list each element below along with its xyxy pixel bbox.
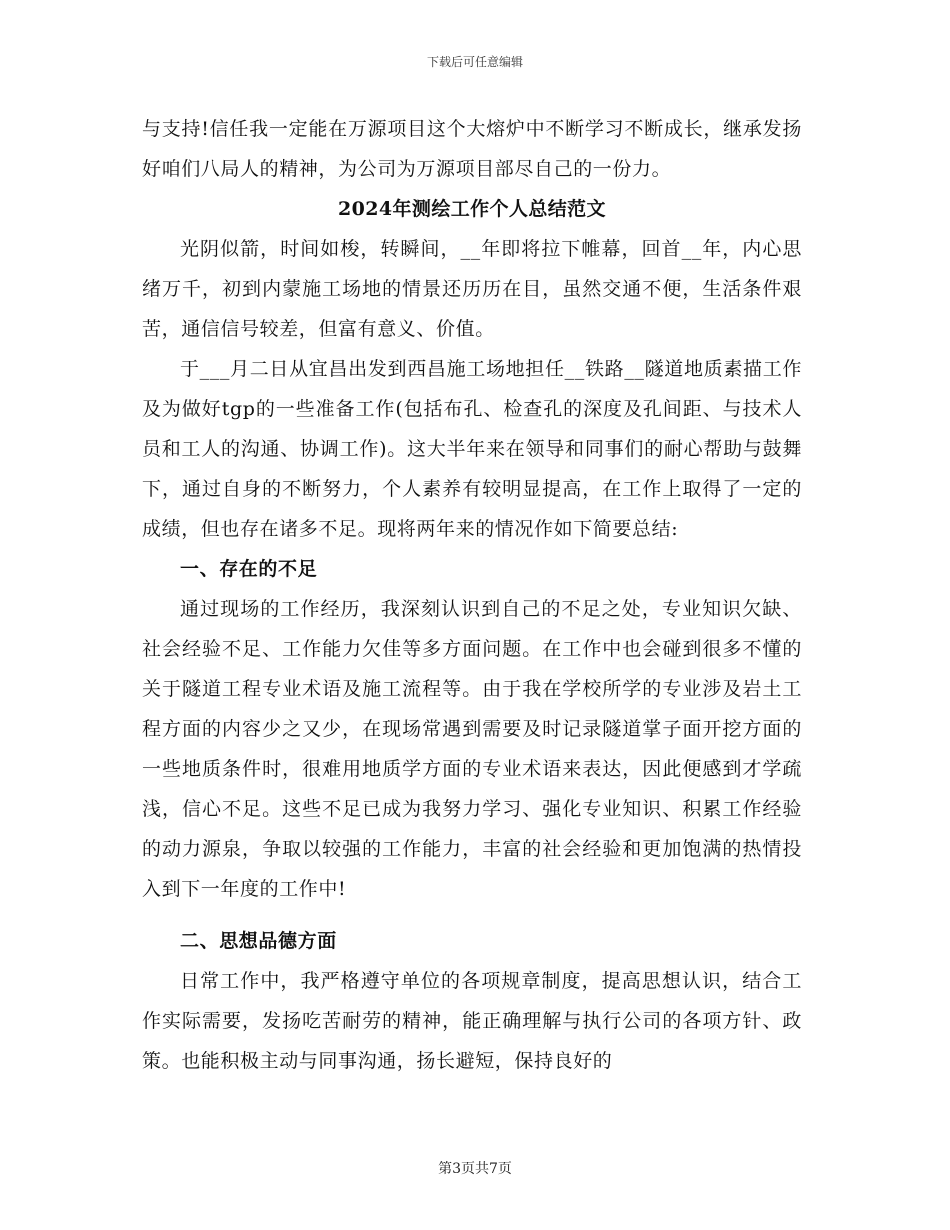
page-footer: 第3页共7页 bbox=[438, 1161, 512, 1177]
paragraph-morality: 日常工作中，我严格遵守单位的各项规章制度，提高思想认识，结合工作实际需要，发扬吃苦耐劳的精神，能正确理解与执行公司的各项方针、政策。也能积极主动与同事沟通，扬长避短，保持良好的 bbox=[142, 970, 802, 1072]
section-heading-morality: 二、思想品德方面 bbox=[180, 930, 337, 952]
document-body bbox=[142, 109, 802, 1081]
paragraph-work-summary: 于___月二日从宜昌出发到西昌施工场地担任__铁路__隧道地质素描工作及为做好tgp的一些准备工作(包括布孔、检查孔的深度及孔间距、与技术人员和工人的沟通、协调工作)。这大半年来在领导和同事们的耐心帮助与鼓舞下，通过自身的不断努力，个人素养有较明显提高，在工作上取得了一定的成绩，但也存在诸多不足。现将两年来的情况作如下简要总结: bbox=[142, 358, 802, 540]
paragraph-intro: 光阴似箭，时间如梭，转瞬间，__年即将拉下帷幕，回首__年，内心思绪万千，初到内蒙施工场地的情景还历历在目，虽然交通不便，生活条件艰苦，通信信号较差，但富有意义、价值。 bbox=[142, 238, 802, 340]
document-title: 2024年测绘工作个人总结范文 bbox=[338, 198, 606, 220]
section-heading-shortcomings: 一、存在的不足 bbox=[180, 558, 318, 580]
page-header: 下载后可任意编辑 bbox=[426, 55, 523, 69]
continuation-paragraph: 与支持!信任我一定能在万源项目这个大熔炉中不断学习不断成长，继承发扬好咱们八局人的精神，为公司为万源项目部尽自己的一份力。 bbox=[142, 118, 802, 180]
paragraph-shortcomings: 通过现场的工作经历，我深刻认识到自己的不足之处，专业知识欠缺、社会经验不足、工作能力欠佳等多方面问题。在工作中也会碰到很多不懂的关于隧道工程专业术语及施工流程等。由于我在学校所学的专业涉及岩土工程方面的内容少之又少，在现场常遇到需要及时记录隧道掌子面开挖方面的一些地质条件时，很难用地质学方面的专业术语来表达，因此便感到才学疏浅，信心不足。这些不足已成为我努力学习、强化专业知识、积累工作经验的动力源泉，争取以较强的工作能力，丰富的社会经验和更加饱满的热情投入到下一年度的工作中! bbox=[142, 598, 802, 900]
